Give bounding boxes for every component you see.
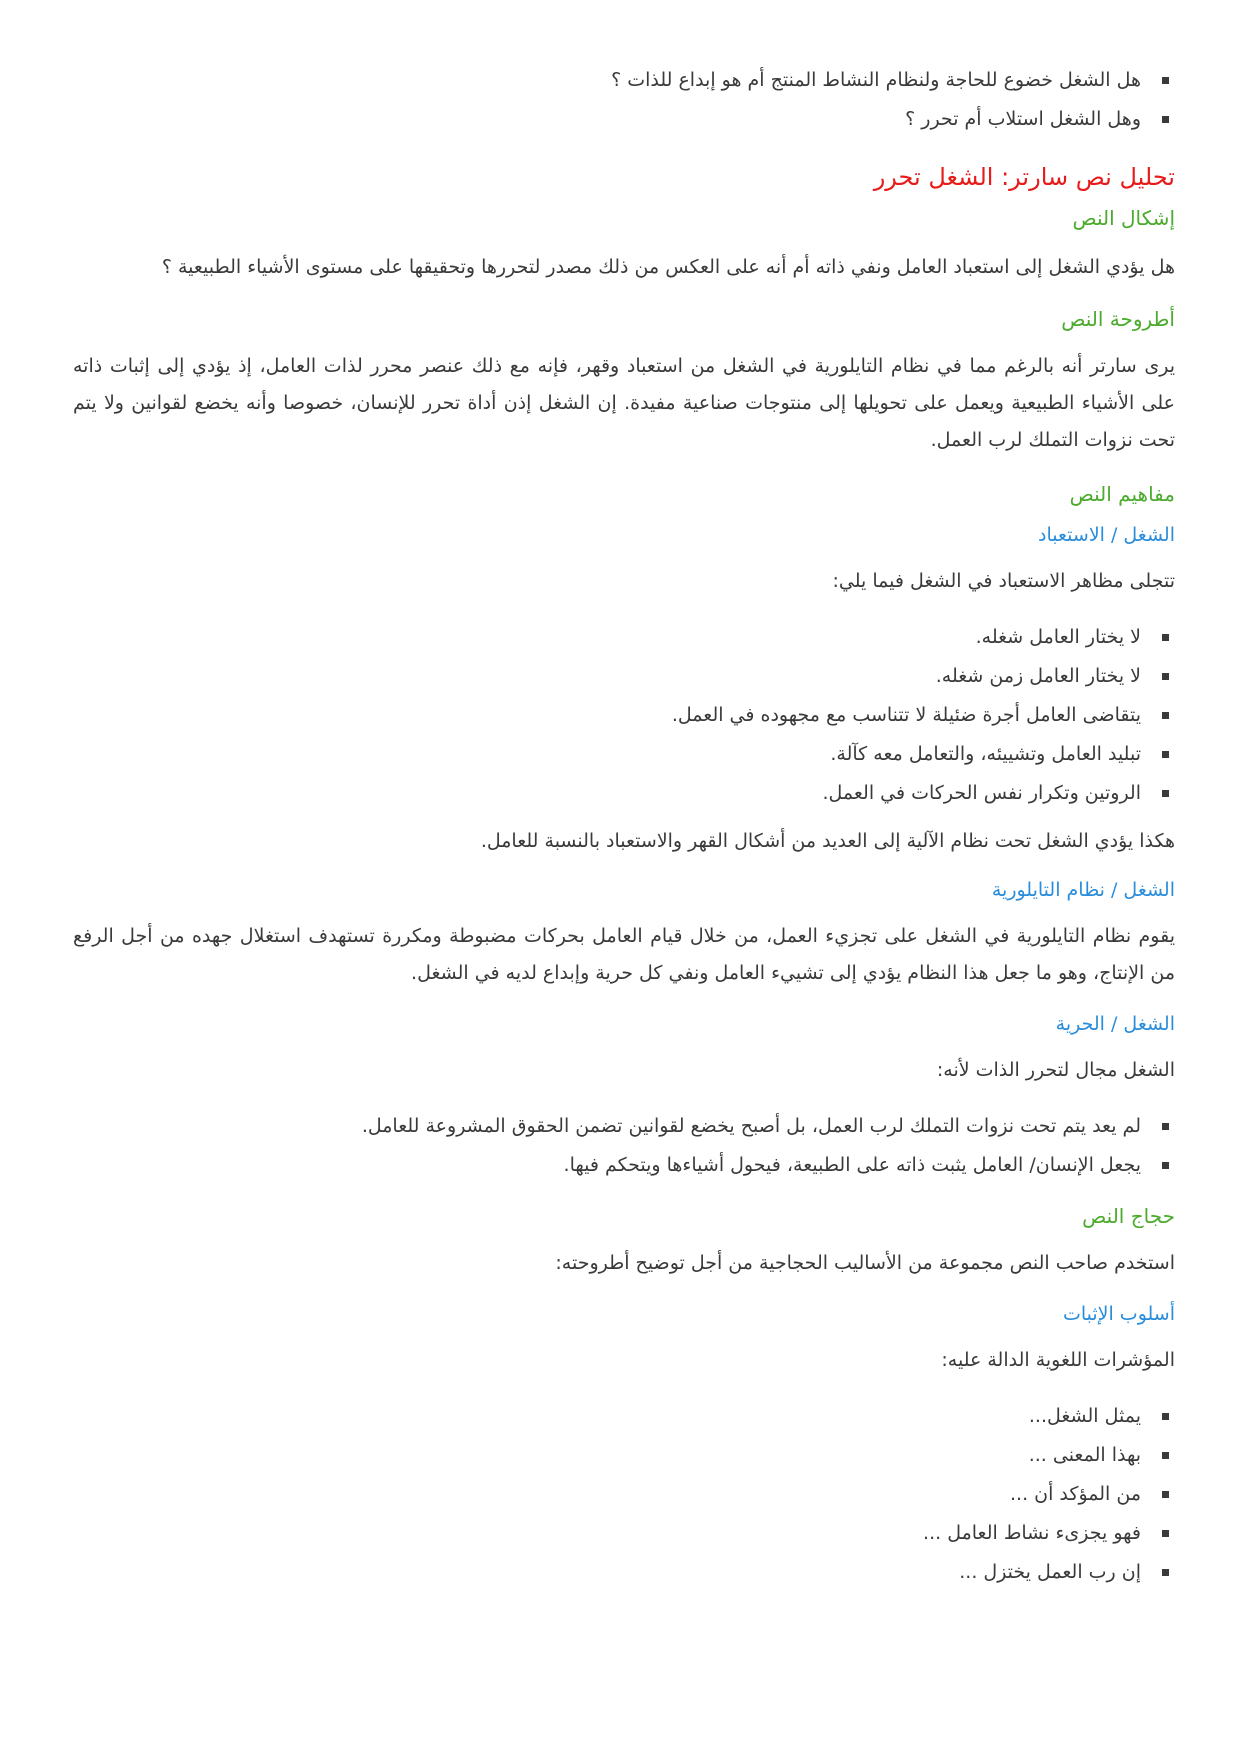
slavery-intro: تتجلى مظاهر الاستعباد في الشغل فيما يلي:	[832, 570, 1175, 592]
thesis-heading: أطروحة النص	[1061, 307, 1175, 331]
slavery-conclusion: هكذا يؤدي الشغل تحت نظام الآلية إلى العديد من أشكال القهر والاستعباد بالنسبة للعامل.	[480, 830, 1175, 852]
slavery-list	[73, 618, 1175, 813]
list-item: لا يختار العامل زمن شغله.	[73, 657, 1141, 696]
concepts-heading: مفاهيم النص	[1069, 482, 1175, 506]
freedom-heading: الشغل / الحرية	[1055, 1013, 1175, 1035]
list-item: الروتين وتكرار نفس الحركات في العمل.	[73, 774, 1141, 813]
affirmation-intro: المؤشرات اللغوية الدالة عليه:	[941, 1349, 1175, 1371]
taylorism-text: يقوم نظام التايلورية في الشغل على تجزيء العمل، من خلال قيام العامل بحركات مضبوطة ومكررة تستهدف استغلال جهده من أجل الرفع من الإنتاج، وهو ما جعل هذا النظام يؤدي إلى تشييء العامل ونفي كل حرية وإبداع لديه في الشغل.	[73, 925, 1175, 984]
problem-text: هل يؤدي الشغل إلى استعباد العامل ونفي ذاته أم أنه على العكس من ذلك مصدر لتحررها وتحقيقها على مستوى الأشياء الطبيعية ؟	[161, 256, 1175, 278]
list-item: هل الشغل خضوع للحاجة ولنظام النشاط المنتج أم هو إبداع للذات ؟	[73, 61, 1141, 100]
main-title: تحليل نص سارتر: الشغل تحرر	[873, 163, 1175, 191]
affirmation-heading: أسلوب الإثبات	[1062, 1303, 1175, 1325]
list-item: بهذا المعنى ...	[73, 1436, 1141, 1475]
problem-heading: إشكال النص	[1072, 206, 1175, 230]
list-item: لا يختار العامل شغله.	[73, 618, 1141, 657]
list-item: لم يعد يتم تحت نزوات التملك لرب العمل، بل أصبح يخضع لقوانين تضمن الحقوق المشروعة للعامل.	[73, 1107, 1141, 1146]
intro-question-list	[73, 61, 1175, 139]
list-item: إن رب العمل يختزل ...	[73, 1553, 1141, 1592]
taylorism-heading: الشغل / نظام التايلورية	[991, 879, 1175, 901]
list-item: تبليد العامل وتشييئه، والتعامل معه كآلة.	[73, 735, 1141, 774]
list-item: يجعل الإنسان/ العامل يثبت ذاته على الطبيعة، فيحول أشياءها ويتحكم فيها.	[73, 1146, 1141, 1185]
list-item: يتقاضى العامل أجرة ضئيلة لا تتناسب مع مجهوده في العمل.	[73, 696, 1141, 735]
list-item: وهل الشغل استلاب أم تحرر ؟	[73, 100, 1141, 139]
list-item: يمثل الشغل...	[73, 1397, 1141, 1436]
list-item: من المؤكد أن ...	[73, 1475, 1141, 1514]
slavery-heading: الشغل / الاستعباد	[1038, 524, 1175, 546]
arguments-heading: حجاج النص	[1082, 1204, 1175, 1228]
list-item: فهو يجزىء نشاط العامل ...	[73, 1514, 1141, 1553]
document-page	[73, 0, 1175, 1592]
freedom-intro: الشغل مجال لتحرر الذات لأنه:	[936, 1059, 1175, 1081]
freedom-list	[73, 1107, 1175, 1185]
affirmation-list	[73, 1397, 1175, 1592]
arguments-intro: استخدم صاحب النص مجموعة من الأساليب الحجاجية من أجل توضيح أطروحته:	[555, 1252, 1175, 1274]
thesis-text: يرى سارتر أنه بالرغم مما في نظام التايلورية في الشغل من استعباد وقهر، فإنه مع ذلك عنصر محرر لذات العامل، إذ يؤدي إلى إثبات ذاته على الأشياء الطبيعية ويعمل على تحويلها إلى منتوجات صناعية مفيدة. إن الشغل إذن أداة تحرر للإنسان، خصوصا وأنه يخضع لقوانين ولا يتم تحت نزوات التملك لرب العمل.	[73, 355, 1175, 451]
